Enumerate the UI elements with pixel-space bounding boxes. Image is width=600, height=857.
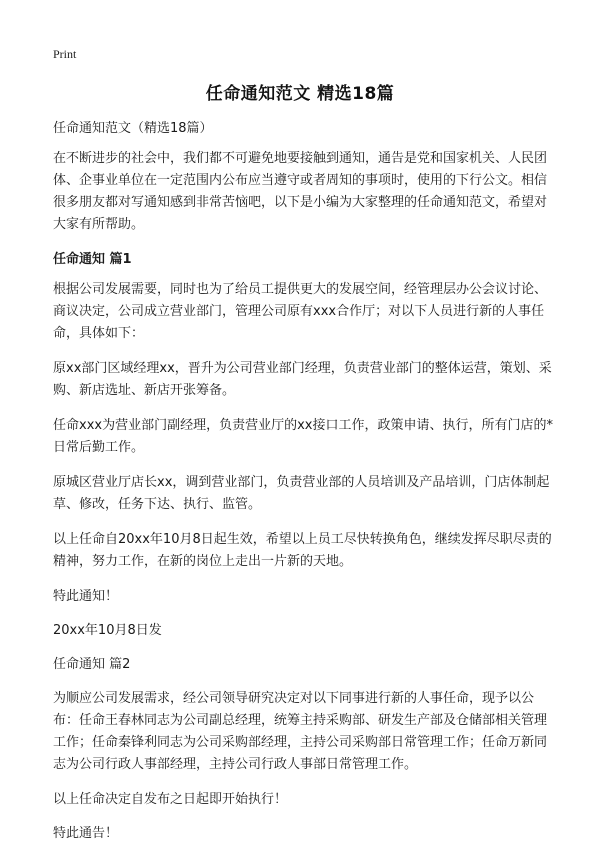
document-body — [53, 118, 558, 857]
print-label: Print — [53, 47, 77, 61]
section-heading-1: 任命通知 篇1 — [53, 252, 132, 267]
closing-line: 特此通知！ — [53, 589, 119, 604]
closing-line: 特此通告！ — [53, 826, 119, 841]
paragraph: 任命xxx为营业部门副经理，负责营业厅的xx接口工作，政策申请、执行，所有门店的*日常后勤工作。 — [53, 418, 553, 455]
paragraph: 原城区营业厅店长xx，调到营业部门，负责营业部的人员培训及产品培训，门店体制起草、修改，任务下达、执行、监管。 — [53, 475, 550, 512]
paragraph: 原xx部门区域经理xx，晋升为公司营业部门经理，负责营业部门的整体运营，策划、采购、新店选址、新店开张筹备。 — [53, 361, 552, 398]
paragraph: 为顺应公司发展需求，经公司领导研究决定对以下同事进行新的人事任命，现予以公布：任命王春林同志为公司副总经理，统筹主持采购部、研发生产部及仓储部相关管理工作；任命秦锋利同志为公司采购部经理，主持公司采购部日常管理工作；任命万新同志为公司行政人事部经理，主持公司行政人事部日常管理工作。 — [53, 691, 548, 772]
paragraph: 以上任命自20xx年10月8日起生效，希望以上员工尽快转换角色，继续发挥尽职尽责的精神，努力工作，在新的岗位上走出一片新的天地。 — [53, 532, 552, 569]
issue-date: 20xx年10月8日发 — [53, 623, 162, 638]
paragraph: 根据公司发展需要，同时也为了给员工提供更大的发展空间，经管理层办公会议讨论、商议决定，公司成立营业部门，管理公司原有xxx合作厅；对以下人员进行新的人事任命，具体如下： — [53, 282, 548, 341]
section-heading-2: 任命通知 篇2 — [53, 657, 131, 672]
intro-paragraph: 在不断进步的社会中，我们都不可避免地要接触到通知，通告是党和国家机关、人民团体、企事业单位在一定范围内公布应当遵守或者周知的事项时，使用的下行公文。相信很多朋友都对写通知感到非常苦恼吧，以下是小编为大家整理的任命通知范文，希望对大家有所帮助。 — [53, 151, 548, 232]
page-title: 任命通知范文 精选18篇 — [205, 84, 395, 104]
document-subtitle: 任命通知范文（精选18篇） — [53, 121, 213, 136]
paragraph: 以上任命决定自发布之日起即开始执行！ — [53, 792, 288, 807]
